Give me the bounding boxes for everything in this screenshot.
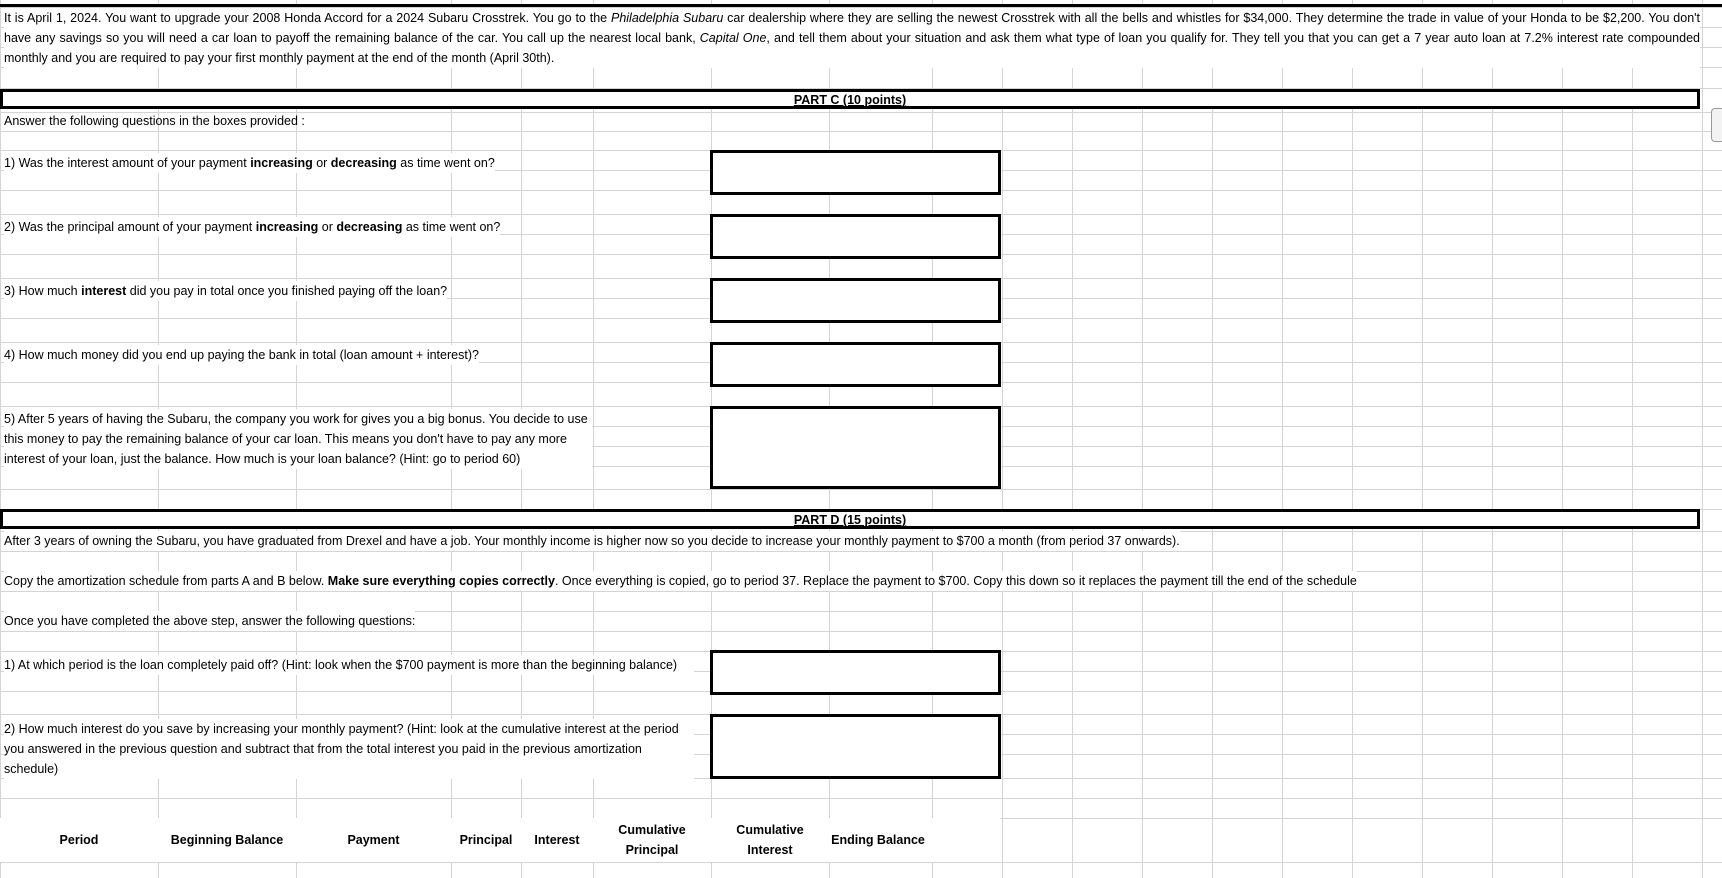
part-c-question-1: 1) Was the interest amount of your payment increasing or decreasing as time went on?: [4, 153, 495, 173]
answer-box-d2[interactable]: [710, 714, 1001, 779]
bank-name: Capital One: [699, 31, 767, 45]
part-c-instruction: Answer the following questions in the boxes provided :: [4, 114, 305, 128]
scroll-tab[interactable]: [1711, 108, 1722, 142]
header-cumulative-interest: Cumulative Interest: [736, 823, 804, 857]
header-interest: Interest: [534, 833, 580, 847]
dealer-name: Philadelphia Subaru: [610, 11, 724, 25]
header-payment: Payment: [347, 833, 400, 847]
part-d-header: [0, 509, 1700, 529]
answer-box-c2[interactable]: [710, 214, 1001, 259]
header-period: Period: [59, 833, 99, 847]
part-c-header: [0, 89, 1700, 109]
answer-box-d1[interactable]: [710, 650, 1001, 695]
amortization-table-header: [0, 818, 1000, 862]
header-principal: Principal: [459, 833, 513, 847]
answer-box-c1[interactable]: [710, 150, 1001, 195]
part-c-question-3: 3) How much interest did you pay in total once you finished paying off the loan?: [4, 281, 447, 301]
part-c-question-2: 2) Was the principal amount of your payment increasing or decreasing as time went on?: [4, 217, 500, 237]
header-cumulative-principal: Cumulative Principal: [618, 823, 686, 857]
answer-box-c3[interactable]: [710, 278, 1001, 323]
part-d-intro: After 3 years of owning the Subaru, you have graduated from Drexel and have a job. Your monthly income is higher now so you decide to increase your monthly payment to $700 a month (from period 37 onwards).: [4, 531, 1180, 551]
answer-box-c5[interactable]: [710, 406, 1001, 489]
part-d-title: PART D (15 points): [793, 513, 907, 527]
part-d-question-2: 2) How much interest do you save by increasing your monthly payment? (Hint: look at the cumulative interest at the period you answered in the previous question and subtract that from the total interest you paid in the previous amortization schedule): [4, 719, 694, 779]
part-d-copy-instruction: Copy the amortization schedule from parts A and B below. Make sure everything copies correctly. Once everything is copied, go to period 37. Replace the payment to $700. Copy this down so it replaces the payment till the end of the schedule: [4, 571, 1357, 591]
part-d-question-1: 1) At which period is the loan completely paid off? (Hint: look when the $700 payment is more than the beginning balance): [4, 655, 694, 675]
part-c-question-4: 4) How much money did you end up paying the bank in total (loan amount + interest)?: [4, 345, 479, 365]
intro-paragraph: It is April 1, 2024. You want to upgrade your 2008 Honda Accord for a 2024 Subaru Crosstrek. You go to the Philadelphia Subaru car dealership where they are selling the newest Crosstrek with all the bells and whistles for $34,000. They determine the trade in value of your Honda to be $2,200. You don't have any savings so you will need a car loan to payoff the remaining balance of the car. You call up the nearest local bank, Capital One, and tell them about your situation and ask them what type of loan you qualify for. They tell you that you can get a 7 year auto loan at 7.2% interest rate compounded monthly and you are required to pay your first monthly payment at the end of the month (April 30th).: [4, 8, 1700, 68]
header-ending-balance: Ending Balance: [831, 833, 925, 847]
part-c-title: PART C (10 points): [793, 93, 907, 107]
answer-box-c4[interactable]: [710, 342, 1001, 387]
part-c-question-5: 5) After 5 years of having the Subaru, the company you work for gives you a big bonus. You decide to use this money to pay the remaining balance of your car loan. This means you don't have to pay any more interest of your loan, just the balance. How much is your loan balance? (Hint: go to period 60): [4, 409, 592, 469]
top-border: [0, 4, 1722, 7]
part-d-once-completed: Once you have completed the above step, answer the following questions:: [4, 611, 415, 631]
header-beginning-balance: Beginning Balance: [170, 833, 284, 847]
